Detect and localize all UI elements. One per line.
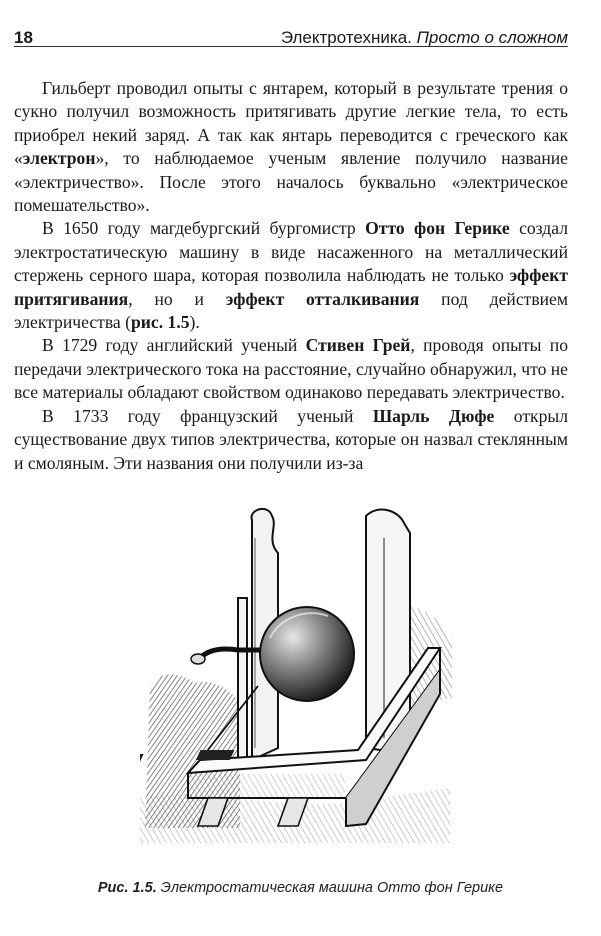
term-attraction: эффект притягивания — [14, 265, 568, 309]
text-run: , но и — [128, 288, 226, 309]
body-text — [14, 77, 568, 475]
text-run: В 1729 году английский ученый — [42, 335, 306, 356]
text-run: ). — [189, 312, 200, 333]
text-run: под действием электричества ( — [14, 288, 568, 333]
text-run: , проводя опыты по передачи электрического тока на расстояние, случайно обнаружил, что не все материалы обладают свойством одинаково передавать электричество. — [14, 335, 568, 403]
book-title-sub: Просто о сложном — [416, 28, 568, 47]
term-repulsion: эффект отталкивания — [225, 288, 420, 309]
paragraph-3 — [14, 334, 568, 404]
paragraph-2 — [14, 217, 568, 334]
text-run: В 1733 году французский ученый — [42, 405, 373, 426]
paragraph-4 — [14, 405, 568, 475]
term-electron: электрон — [22, 148, 96, 169]
rail-slot-left — [140, 754, 144, 764]
left-post — [238, 598, 247, 768]
name-stephen-gray: Стивен Грей — [305, 335, 411, 356]
text-run: открыл существование двух типов электричества, которые он назвал стеклянным и смоляным. Эти названия они получили из-за — [14, 405, 569, 473]
running-title — [281, 28, 568, 48]
running-header — [14, 18, 568, 47]
text-run: В 1650 году магдебургский бургомистр — [42, 218, 366, 239]
name-otto-von-guericke: Отто фон Герике — [365, 218, 510, 239]
figure-caption-text: Электростатическая машина Отто фон Герике — [160, 880, 504, 896]
paragraph-1 — [14, 77, 568, 217]
text-run: Гильберт проводил опыты с янтарем, который в результате трения о сукно получил возможность притягивать другие легкие тела, то есть приобрел некий заряд. А так как янтарь переводится с греческого как « — [14, 78, 568, 169]
text-run: », то наблюдаемое ученым явление получило название «электричество». После этого началось буквально «электрическое помешательство». — [14, 148, 568, 216]
figure-label: Рис. 1.5. — [97, 880, 157, 896]
sulfur-ball — [260, 607, 354, 701]
rail-slot-right — [196, 750, 235, 760]
book-title-main: Электротехника. — [280, 28, 412, 47]
name-charles-dufay: Шарль Дюфе — [372, 405, 495, 426]
electrostatic-machine-illustration — [140, 498, 456, 850]
page-number: 18 — [14, 28, 33, 47]
figure-reference: рис. 1.5 — [131, 312, 190, 333]
figure-caption — [0, 880, 601, 896]
text-run: создал электростатическую машину в виде насаженного на металлический стержень серного шара, которая позволила наблюдать не только — [14, 218, 569, 286]
